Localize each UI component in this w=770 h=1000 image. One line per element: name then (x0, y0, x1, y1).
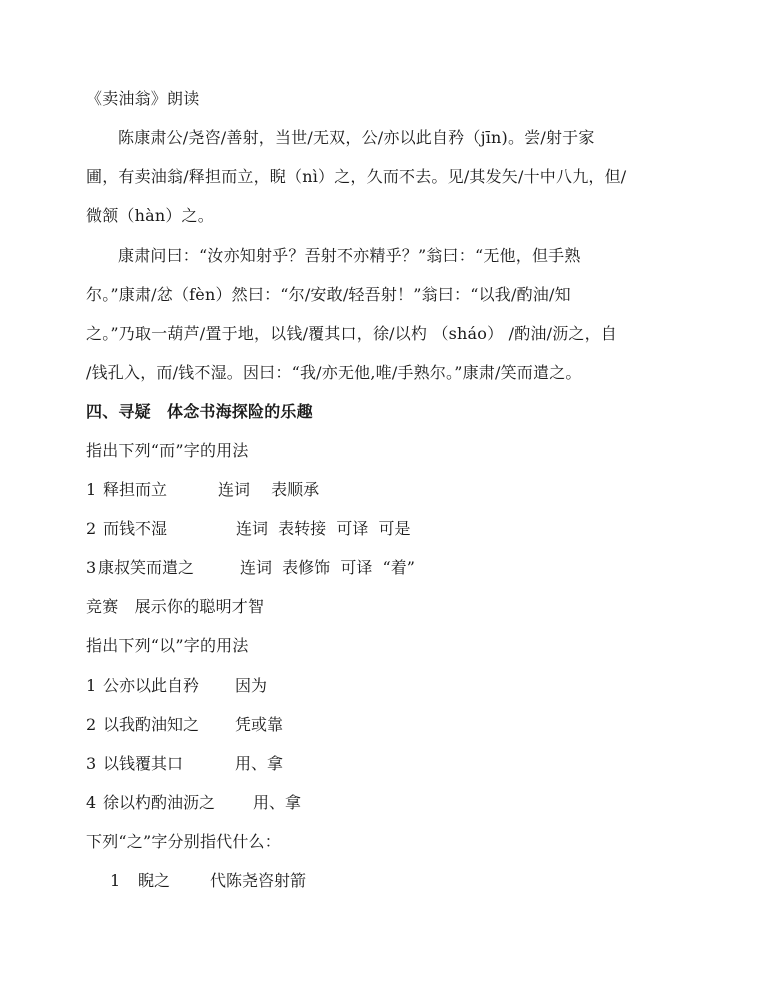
para1-line-1: 陈康肃公/尧咨/善射，当世/无双，公/亦以此自矜（jīn)。尝/射于家 (118, 128, 595, 147)
yi-prompt: 指出下列“以”字的用法 (86, 636, 249, 655)
zhi-item-phrase: 睨之 (138, 871, 171, 890)
er-item-usage: 连词 表转接 可译 可是 (236, 519, 411, 538)
er-item-phrase: 康叔笑而遣之 (98, 558, 195, 577)
yi-item-usage: 用、拿 (253, 793, 302, 812)
para1-line-3: 微颔（hàn）之。 (86, 206, 214, 225)
yi-item-number: 4 (86, 793, 97, 812)
zhi-prompt: 下列“之”字分别指代什么： (86, 832, 281, 851)
yi-item-number: 2 (86, 715, 97, 734)
para1-line-2: 圃，有卖油翁/释担而立，睨（nì）之，久而不去。见/其发矢/十中八九，但/ (86, 167, 627, 186)
yi-item-usage: 因为 (235, 676, 268, 695)
yi-item-usage: 凭或靠 (235, 715, 284, 734)
yi-item-number: 1 (86, 676, 97, 695)
para2-line-2: 尔。”康肃/忿（fèn）然曰：“尔/安敢/轻吾射！”翁曰：“以我/酌油/知 (86, 285, 571, 304)
section-4-heading: 四、寻疑 体念书海探险的乐趣 (86, 402, 313, 421)
yi-item-usage: 用、拿 (235, 754, 284, 773)
er-item-usage: 连词 表顺承 (218, 480, 320, 499)
er-item-usage: 连词 表修饰 可译 “着” (240, 558, 415, 577)
er-item-phrase: 而钱不湿 (103, 519, 168, 538)
yi-item-phrase: 以我酌油知之 (103, 715, 200, 734)
er-item-number: 3 (86, 558, 97, 577)
er-item-number: 2 (86, 519, 97, 538)
para2-line-3: 之。”乃取一葫芦/置于地，以钱/覆其口，徐/以杓 （sháo） /酌油/沥之，自 (86, 324, 617, 343)
para2-line-1: 康肃问曰：“汝亦知射乎？吾射不亦精乎？”翁曰：“无他，但手熟 (118, 246, 581, 265)
para2-line-4: /钱孔入，而/钱不湿。因曰：“我/亦无他,唯/手熟尔。”康肃/笑而遣之。 (86, 363, 582, 382)
er-item-number: 1 (86, 480, 97, 499)
document-title: 《卖油翁》朗读 (86, 89, 200, 108)
yi-item-phrase: 徐以杓酌油沥之 (103, 793, 216, 812)
yi-item-phrase: 以钱覆其口 (103, 754, 184, 773)
yi-item-phrase: 公亦以此自矜 (103, 676, 200, 695)
contest-heading: 竞赛 展示你的聪明才智 (86, 597, 265, 616)
yi-item-number: 3 (86, 754, 97, 773)
er-prompt: 指出下列“而”字的用法 (86, 441, 249, 460)
zhi-item-number: 1 (110, 871, 121, 890)
zhi-item-meaning: 代陈尧咨射箭 (210, 871, 307, 890)
er-item-phrase: 释担而立 (103, 480, 168, 499)
